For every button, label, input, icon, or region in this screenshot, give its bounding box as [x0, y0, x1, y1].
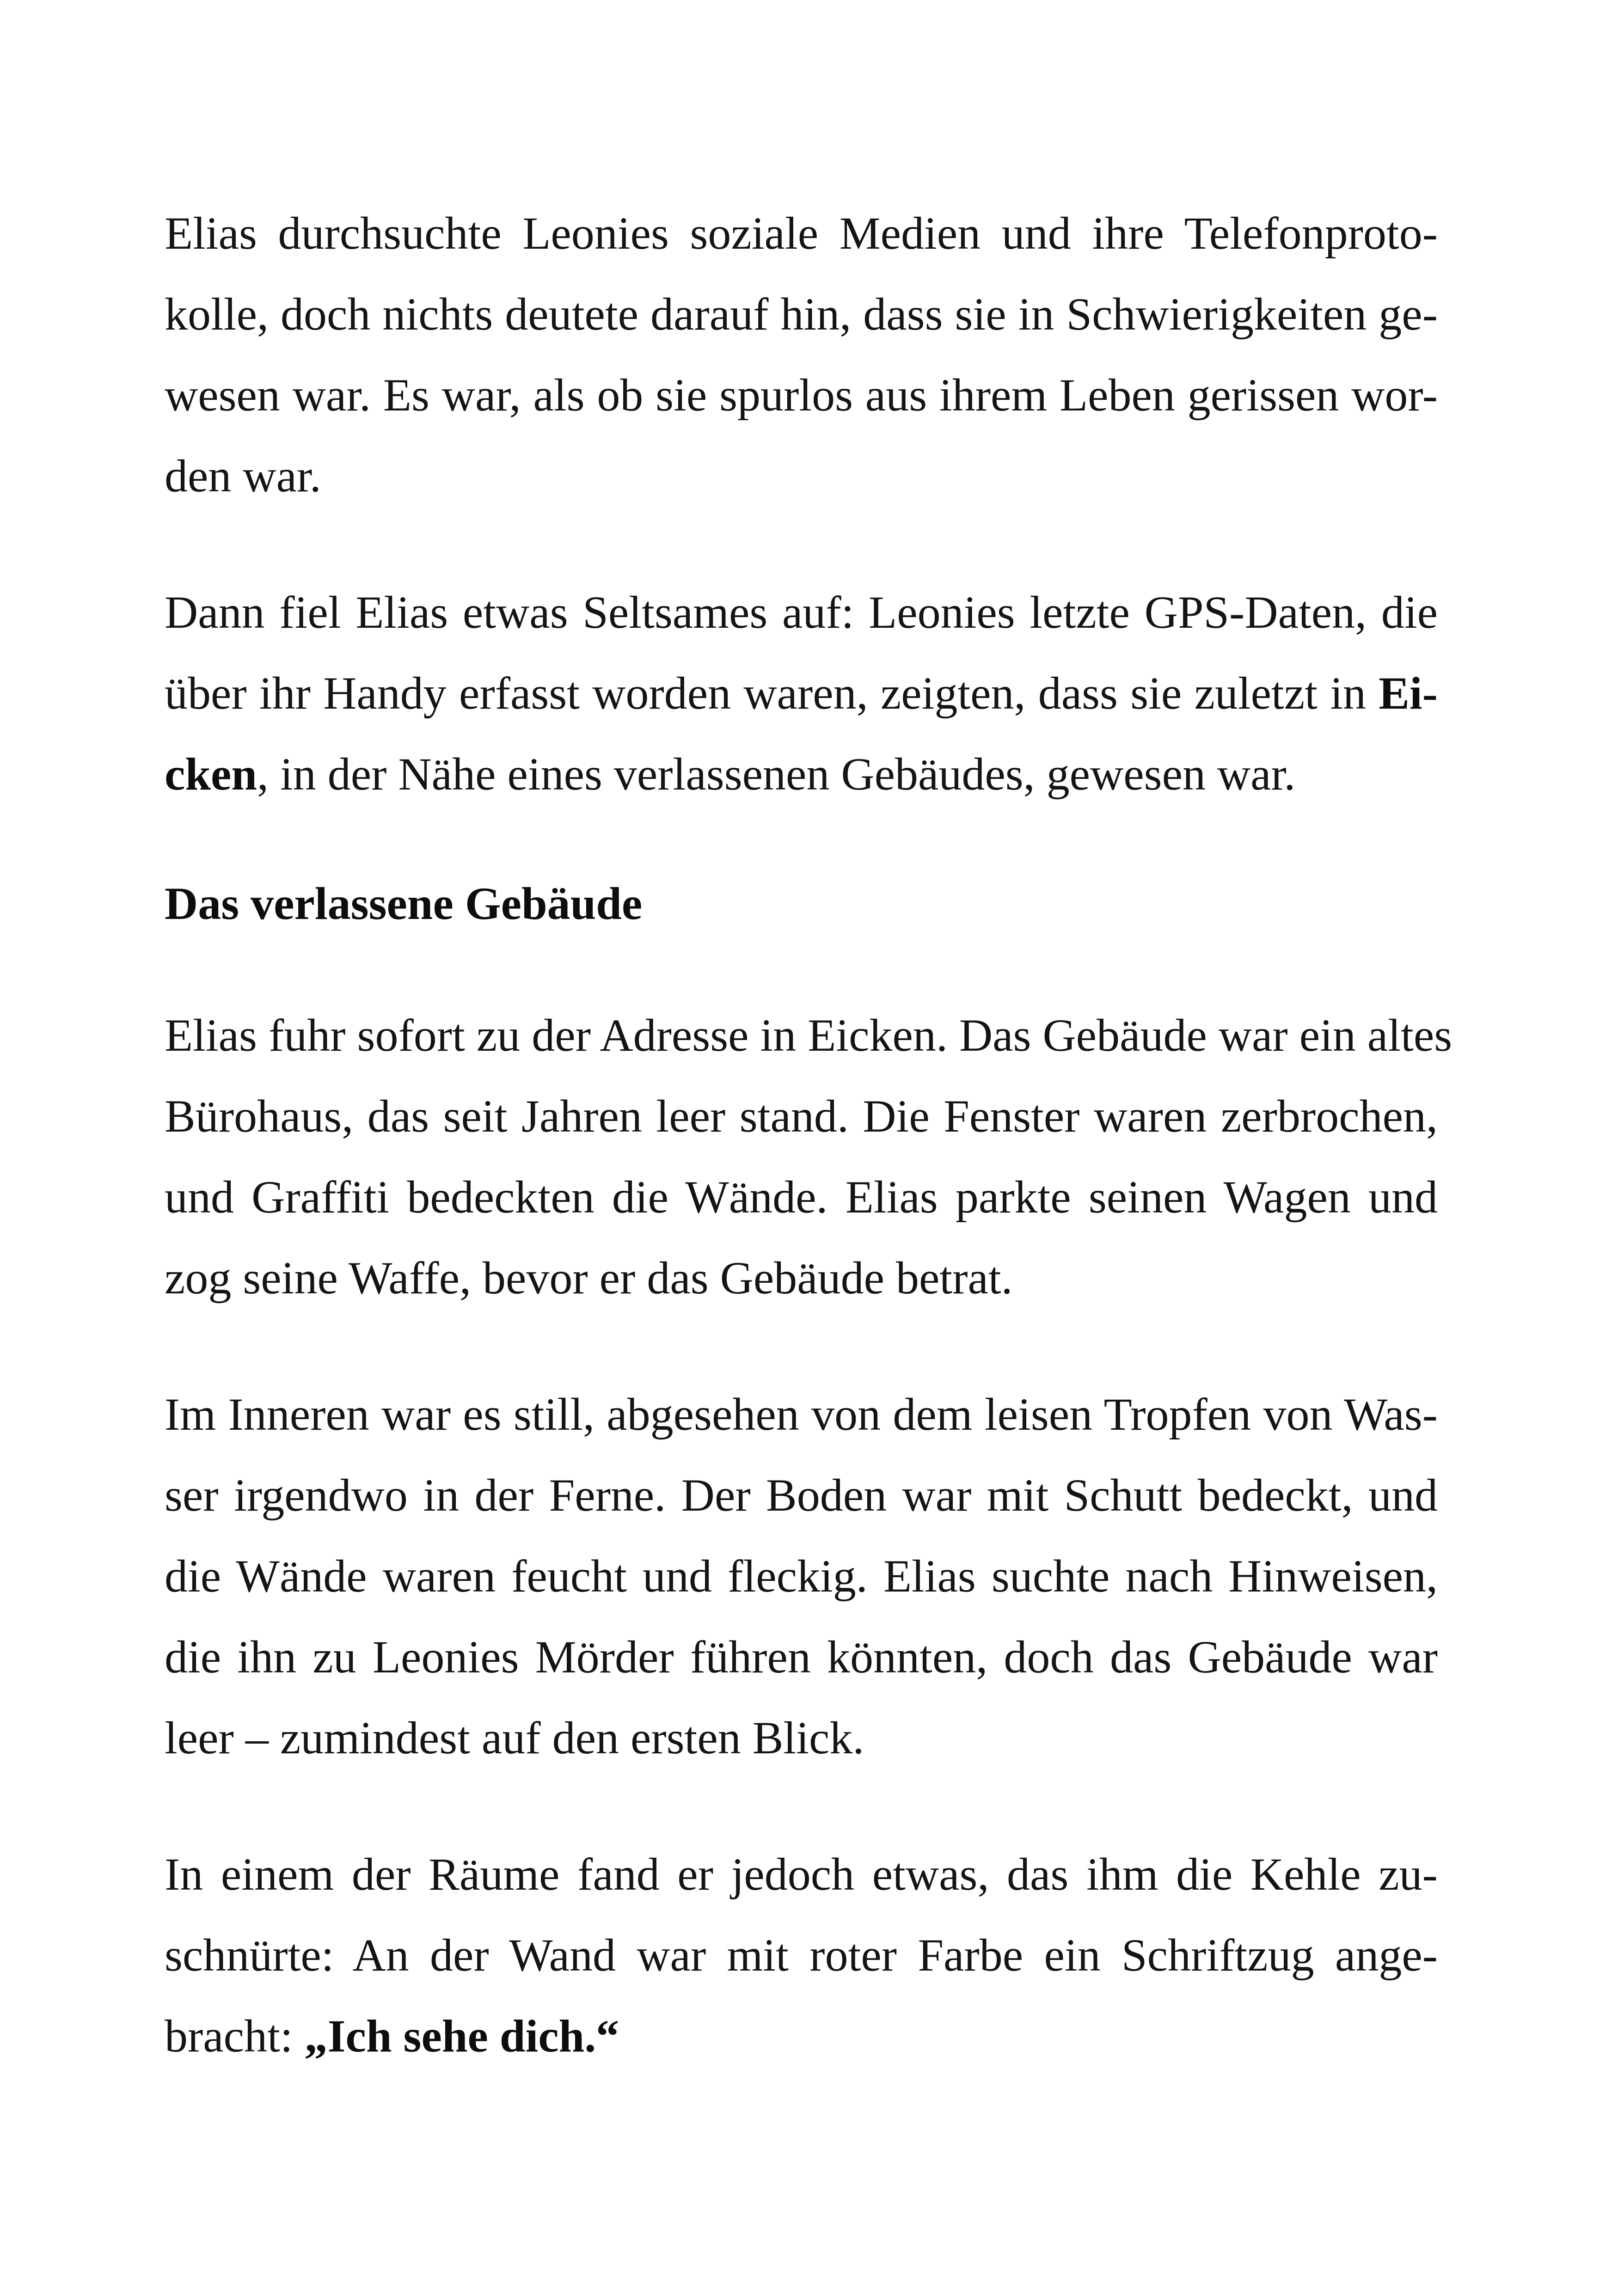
paragraph-2-line-2-text: über ihr Handy erfasst worden waren, zeigten, dass sie zuletzt in: [165, 667, 1379, 719]
paragraph-2-line-3: [165, 747, 1438, 802]
section-heading: Das verlassene Gebäude: [165, 878, 643, 929]
paragraph-1-line-1: Elias durchsuchte Leonies soziale Medien und ihre Telefonproto-: [165, 208, 1438, 259]
paragraph-3-line-1: Elias fuhr sofort zu der Adresse in Eicken. Das Gebäude war ein altes: [165, 1010, 1453, 1061]
paragraph-4-line-2: ser irgendwo in der Ferne. Der Boden war mit Schutt bedeckt, und: [165, 1469, 1438, 1521]
wall-inscription: „Ich sehe dich.“: [304, 2010, 619, 2062]
paragraph-5-line-1: In einem der Räume fand er jedoch etwas, das ihm die Kehle zu-: [165, 1849, 1438, 1900]
paragraph-2-line-2: [165, 666, 1438, 721]
paragraph-3-line-2: Bürohaus, das seit Jahren leer stand. Die Fenster waren zerbrochen,: [165, 1090, 1438, 1142]
paragraph-1-line-4: den war.: [165, 450, 321, 502]
paragraph-1-line-2: kolle, doch nichts deutete darauf hin, dass sie in Schwierigkeiten ge-: [165, 288, 1438, 340]
paragraph-3-line-3: und Graffiti bedeckten die Wände. Elias parkte seinen Wagen und: [165, 1171, 1438, 1223]
paragraph-4-line-4: die ihn zu Leonies Mörder führen könnten, doch das Gebäude war: [165, 1631, 1438, 1683]
paragraph-1-line-3: wesen war. Es war, als ob sie spurlos aus ihrem Leben gerissen wor-: [165, 369, 1438, 421]
place-name-eicken-part-2: cken: [165, 748, 257, 800]
paragraph-2-line-1: Dann fiel Elias etwas Seltsames auf: Leonies letzte GPS-Daten, die: [165, 587, 1438, 638]
paragraph-4-line-3: die Wände waren feucht und fleckig. Elias suchte nach Hinweisen,: [165, 1550, 1438, 1602]
paragraph-3-line-4: zog seine Waffe, bevor er das Gebäude betrat.: [165, 1252, 1013, 1304]
paragraph-2-line-3-text: , in der Nähe eines verlassenen Gebäudes, gewesen war.: [257, 748, 1296, 800]
paragraph-5-line-2: schnürte: An der Wand war mit roter Farbe ein Schriftzug ange-: [165, 1929, 1438, 1981]
paragraph-4-line-5: leer – zumindest auf den ersten Blick.: [165, 1712, 864, 1763]
paragraph-4-line-1: Im Inneren war es still, abgesehen von dem leisen Tropfen von Was-: [165, 1389, 1438, 1440]
paragraph-5-line-3: [165, 2008, 1438, 2064]
paragraph-5-line-3-text: bracht:: [165, 2010, 305, 2062]
place-name-eicken-part-1: Ei-: [1379, 667, 1438, 719]
